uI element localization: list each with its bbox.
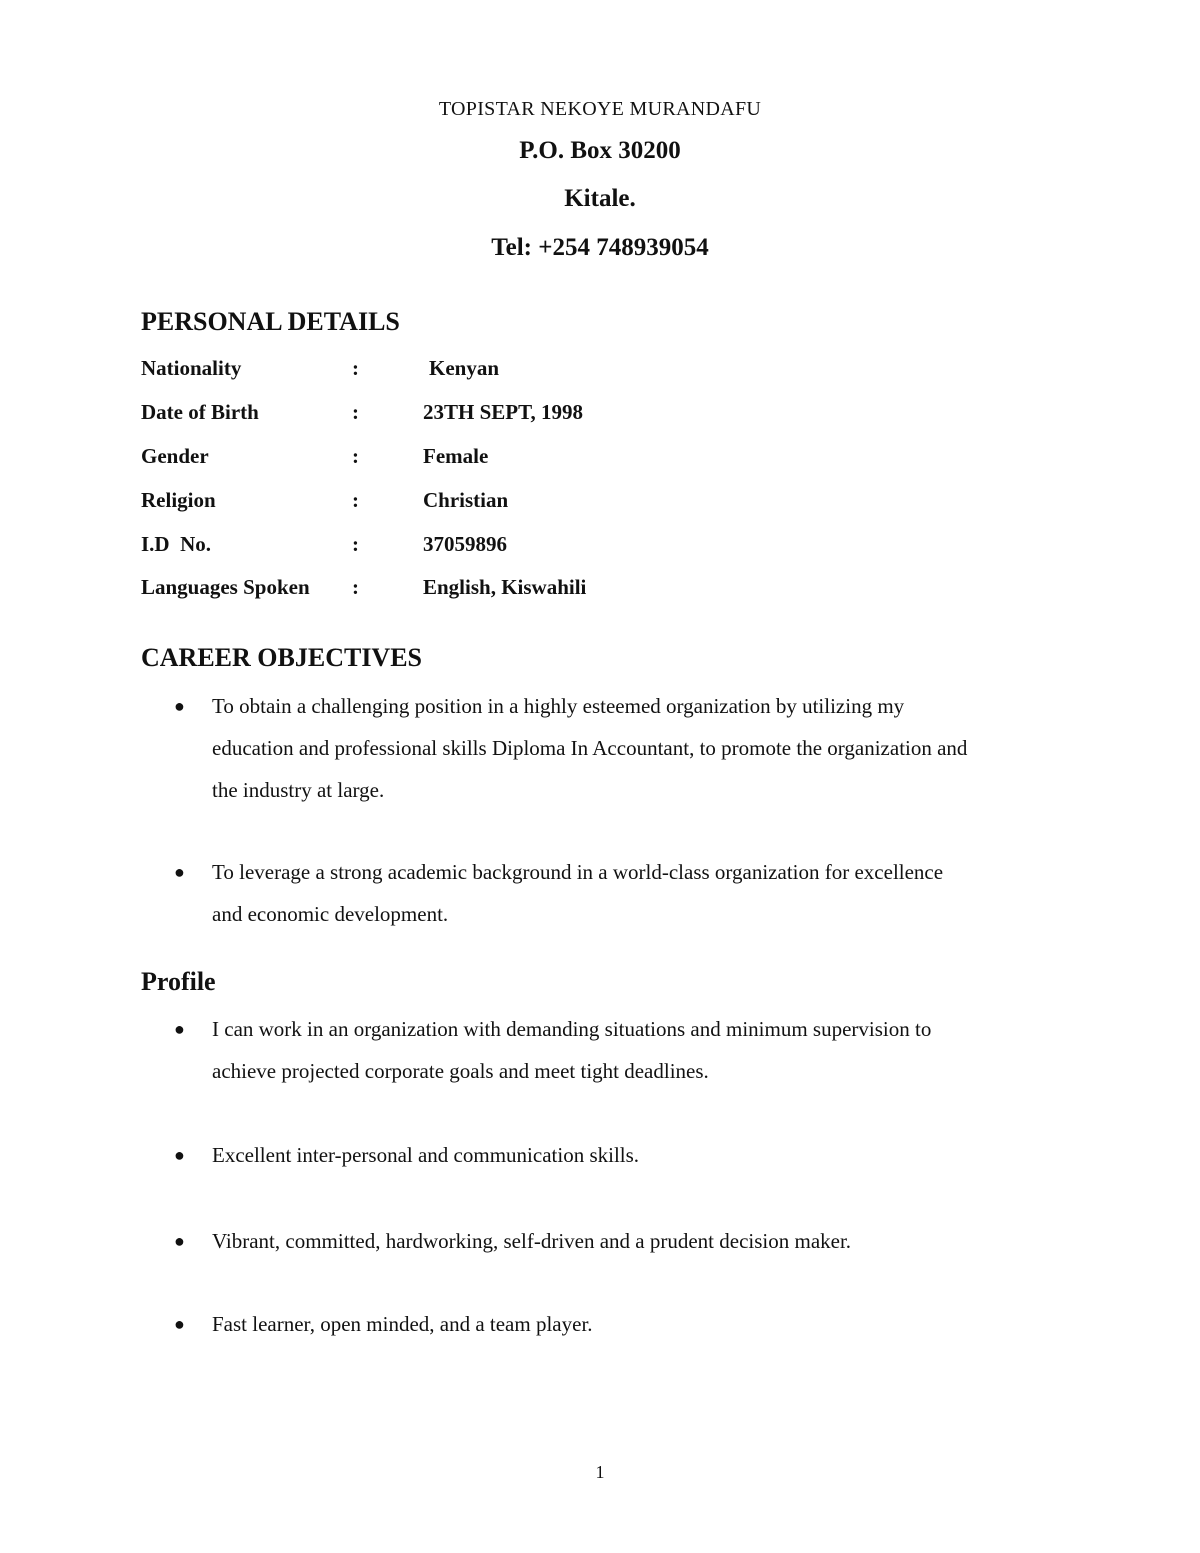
bullet-icon: ● — [174, 1145, 185, 1165]
town: Kitale. — [564, 185, 636, 212]
detail-separator: : — [352, 356, 359, 380]
applicant-name: TOPISTAR NEKOYE MURANDAFU — [438, 98, 762, 120]
detail-separator: : — [352, 575, 359, 599]
profile-heading: Profile — [141, 967, 216, 996]
detail-value: 23TH SEPT, 1998 — [423, 400, 584, 424]
detail-value: 37059896 — [423, 532, 507, 556]
list-item-line: Excellent inter-personal and communication skills. — [212, 1143, 640, 1167]
detail-label: Religion — [141, 488, 216, 512]
personal-details-heading: PERSONAL DETAILS — [141, 307, 400, 336]
list-item-line: the industry at large. — [212, 778, 385, 802]
detail-label: Nationality — [141, 356, 242, 380]
detail-separator: : — [352, 488, 359, 512]
list-item-line: To obtain a challenging position in a highly esteemed organization by utilizing my — [212, 694, 905, 718]
detail-value: Kenyan — [429, 356, 500, 380]
detail-separator: : — [352, 532, 359, 556]
detail-label: Languages Spoken — [141, 575, 310, 599]
page-number: 1 — [595, 1462, 605, 1482]
list-item-line: education and professional skills Diploma In Accountant, to promote the organization and — [212, 736, 968, 760]
list-item-line: Fast learner, open minded, and a team player. — [212, 1312, 593, 1336]
detail-value: Christian — [423, 488, 509, 512]
bullet-icon: ● — [174, 1231, 185, 1251]
detail-label: Gender — [141, 444, 209, 468]
list-item-line: achieve projected corporate goals and meet tight deadlines. — [212, 1059, 709, 1083]
bullet-icon: ● — [174, 862, 185, 882]
detail-value: English, Kiswahili — [423, 575, 587, 599]
bullet-icon: ● — [174, 1019, 185, 1039]
telephone: Tel: +254 748939054 — [491, 234, 709, 261]
career-objectives-heading: CAREER OBJECTIVES — [141, 643, 423, 672]
bullet-icon: ● — [174, 1314, 185, 1334]
list-item-line: I can work in an organization with demanding situations and minimum supervision to — [212, 1017, 932, 1041]
detail-separator: : — [352, 444, 359, 468]
detail-separator: : — [352, 400, 359, 424]
bullet-icon: ● — [174, 696, 185, 716]
detail-label: I.D No. — [141, 532, 212, 556]
postal-address: P.O. Box 30200 — [519, 137, 681, 164]
list-item-line: Vibrant, committed, hardworking, self-driven and a prudent decision maker. — [212, 1229, 852, 1253]
detail-value: Female — [423, 444, 489, 468]
list-item-line: To leverage a strong academic background in a world-class organization for excellence — [212, 860, 944, 884]
list-item-line: and economic development. — [212, 902, 449, 926]
detail-label: Date of Birth — [141, 400, 259, 424]
